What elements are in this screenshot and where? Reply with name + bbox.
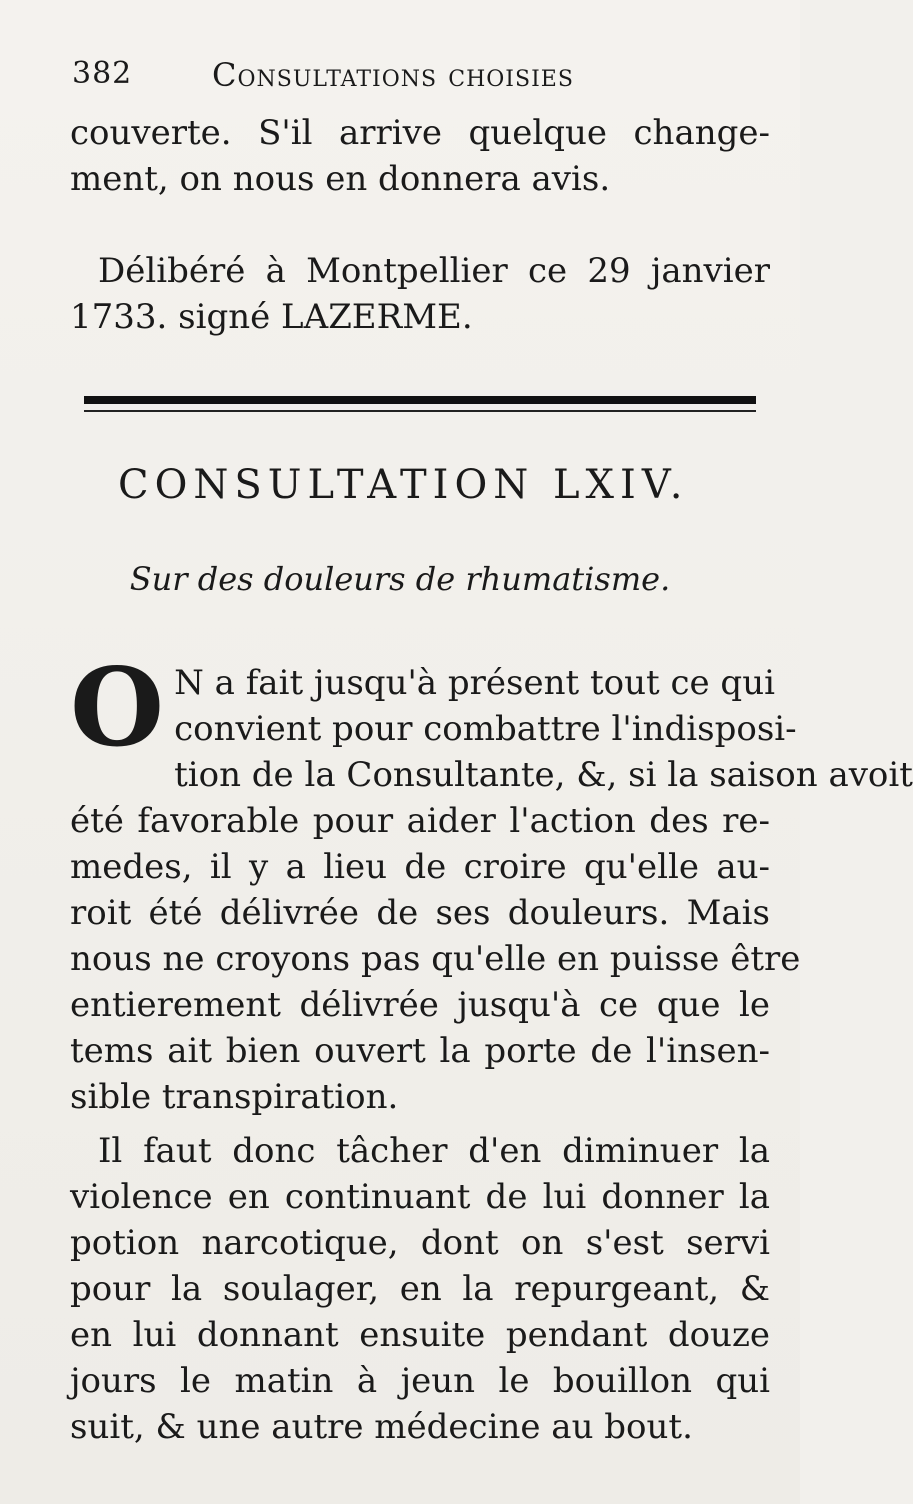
- text-line: roit été délivrée de ses douleurs. Mais: [70, 893, 770, 933]
- text-line: nous ne croyons pas qu'elle en puisse être: [70, 939, 801, 979]
- text-line: jours le matin à jeun le bouillon qui: [70, 1361, 770, 1401]
- paragraph-2: [70, 1128, 770, 1450]
- running-title: Consultations choisies: [212, 56, 574, 94]
- text-line: sible transpiration.: [70, 1077, 399, 1117]
- text-line: couverte. S'il arrive quelque change-: [70, 113, 770, 153]
- page-number: 382: [72, 56, 133, 91]
- closing-paragraph: [70, 110, 770, 202]
- text-line: pour la soulager, en la repurgeant, &: [70, 1269, 770, 1309]
- chapter-title: CONSULTATION LXIV.: [118, 462, 689, 508]
- text-line: ment, on nous en donnera avis.: [70, 159, 611, 199]
- text-line: convient pour combattre l'indisposi-: [174, 709, 797, 749]
- text-line: tion de la Consultante, &, si la saison avoit: [174, 755, 913, 795]
- deliberation-signature: [70, 248, 770, 340]
- text-line: potion narcotique, dont on s'est servi: [70, 1223, 770, 1263]
- text-line: 1733. signé LAZERME.: [70, 297, 473, 337]
- paragraph-1: [70, 645, 913, 1120]
- divider-rule-thick: [84, 396, 756, 404]
- text-line: en lui donnant ensuite pendant douze: [70, 1315, 770, 1355]
- text-line: N a fait jusqu'à présent tout ce qui: [174, 663, 775, 703]
- text-line: tems ait bien ouvert la porte de l'insen-: [70, 1031, 770, 1071]
- text-line: Il faut donc tâcher d'en diminuer la: [98, 1131, 770, 1171]
- text-line: violence en continuant de lui donner la: [70, 1177, 770, 1217]
- text-line: suit, & une autre médecine au bout.: [70, 1407, 693, 1447]
- text-line: medes, il y a lieu de croire qu'elle au-: [70, 847, 770, 887]
- text-line: Délibéré à Montpellier ce 29 janvier: [98, 251, 770, 291]
- chapter-subtitle: Sur des douleurs de rhumatisme.: [129, 560, 671, 598]
- text-line: été favorable pour aider l'action des re-: [70, 801, 770, 841]
- drop-cap: O: [70, 645, 165, 771]
- text-line: entierement délivrée jusqu'à ce que le: [70, 985, 770, 1025]
- divider-rule-thin: [84, 410, 756, 412]
- running-header: [72, 52, 712, 96]
